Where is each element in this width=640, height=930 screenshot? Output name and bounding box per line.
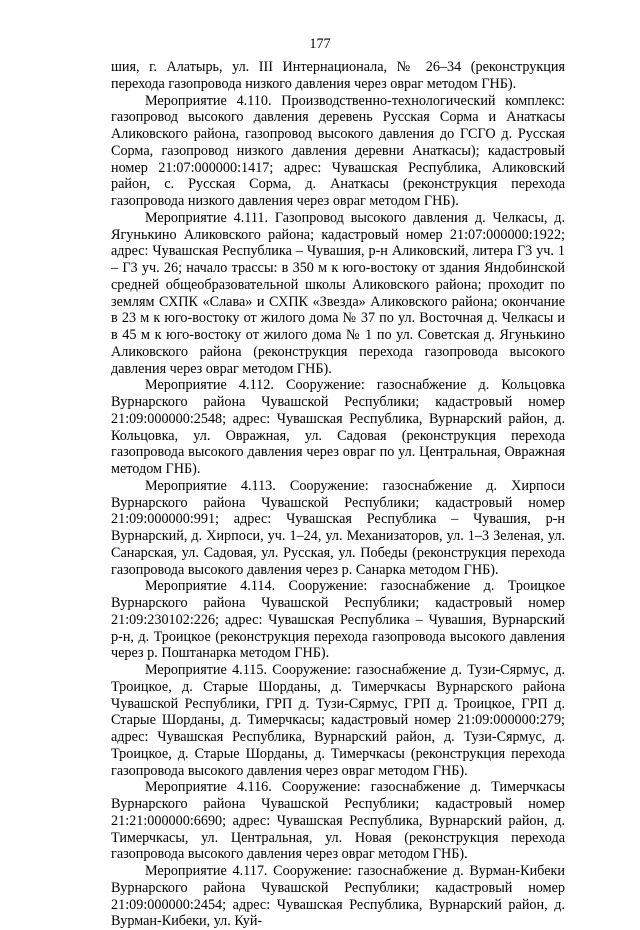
paragraph-measure-4-116: Мероприятие 4.116. Сооружение: газоснабжение д. Тимерчкасы Вурнарского района Чувашской Республики; кадастровый номер 21:21:000000:6690; адрес: Чувашская Республика, Вурнарский район, д. Тимерчкасы, ул. Центральная, ул. Новая (реконструкция перехода газопровода высокого давления через овраг методом ГНБ). (111, 779, 565, 863)
paragraph-continuation: шия, г. Алатырь, ул. III Интернационала, № 26–34 (реконструкция перехода газопровода низкого давления через овраг методом ГНБ). (111, 59, 565, 92)
page-number: 177 (309, 36, 331, 52)
paragraph-measure-4-114: Мероприятие 4.114. Сооружение: газоснабжение д. Троицкое Вурнарского района Чувашской Республики; кадастровый номер 21:09:230102:226; адрес: Чувашская Республика – Чувашия, Вурнарский р-н, д. Троицкое (реконструкция перехода газопровода высокого давления через р. Поштанарка методом ГНБ). (111, 578, 565, 662)
paragraph-measure-4-110: Мероприятие 4.110. Производственно-технологический комплекс: газопровод высокого давления деревень Русская Сорма и Анаткасы Аликовского района, газопровод высокого давления до ГСГО д. Русская Сорма, газопровод низкого давления деревни Анаткасы); кадастровый номер 21:07:000000:1417; адрес: Чувашская Республика, Аликовский район, с. Русская Сорма, д. Анаткасы (реконструкция перехода газопровода низкого давления через овраг методом ГНБ). (111, 92, 565, 209)
paragraph-measure-4-115: Мероприятие 4.115. Сооружение: газоснабжение д. Тузи-Сярмус, д. Троицкое, д. Старые Шорданы, д. Тимерчкасы Вурнарского района Чувашской Республики, ГРП д. Тузи-Сярмус, ГРП д. Троицкое, ГРП д. Старые Шорданы, д. Тимерчкасы; кадастровый номер 21:09:000000:279; адрес: Чувашская Республика, Вурнарский район, д. Тузи-Сярмус, д. Троицкое, д. Старые Шорданы, д. Тимерчкасы (реконструкция перехода газопровода высокого давления через овраг методом ГНБ). (111, 662, 565, 779)
paragraph-measure-4-113: Мероприятие 4.113. Сооружение: газоснабжение д. Хирпоси Вурнарского района Чувашской Республики; кадастровый номер 21:09:000000:991; адрес: Чувашская Республика – Чувашия, р-н Вурнарский, д. Хирпоси, уч. 1–24, ул. Механизаторов, ул. 1–3 Зеленая, ул. Санарская, ул. Садовая, ул. Русская, ул. Победы (реконструкция перехода газопровода высокого давления через р. Санарка методом ГНБ). (111, 477, 565, 578)
document-body (111, 59, 565, 930)
paragraph-measure-4-117: Мероприятие 4.117. Сооружение: газоснабжение д. Вурман-Кибеки Вурнарского района Чувашской Республики; кадастровый номер 21:09:000000:2454; адрес: Чувашская Республика, Вурнарский район, д. Вурман-Кибеки, ул. Куй- (111, 863, 565, 930)
paragraph-measure-4-112: Мероприятие 4.112. Сооружение: газоснабжение д. Кольцовка Вурнарского района Чувашской Республики; кадастровый номер 21:09:000000:2548; адрес: Чувашская Республика, Вурнарский район, д. Кольцовка, ул. Овражная, ул. Садовая (реконструкция перехода газопровода высокого давления через овраг по ул. Центральная, Овражная методом ГНБ). (111, 377, 565, 477)
paragraph-measure-4-111: Мероприятие 4.111. Газопровод высокого давления д. Челкасы, д. Ягунькино Аликовского района; кадастровый номер 21:07:000000:1922; адрес: Чувашская Республика – Чувашия, р-н Аликовский, литера Г3 уч. 1 – Г3 уч. 26; начало трассы: в 350 м к юго-востоку от здания Яндобинской средней общеобразовательной школы Аликовского района; проходит по землям СХПК «Слава» и СХПК «Звезда» Аликовского района; окончание в 23 м к юго-востоку от жилого дома № 37 по ул. Восточная д. Челкасы и в 45 м к юго-востоку от жилого дома № 1 по ул. Советская д. Ягунькино Аликовского района (реконструкция перехода газопровода высокого давления через овраг методом ГНБ). (111, 209, 565, 377)
